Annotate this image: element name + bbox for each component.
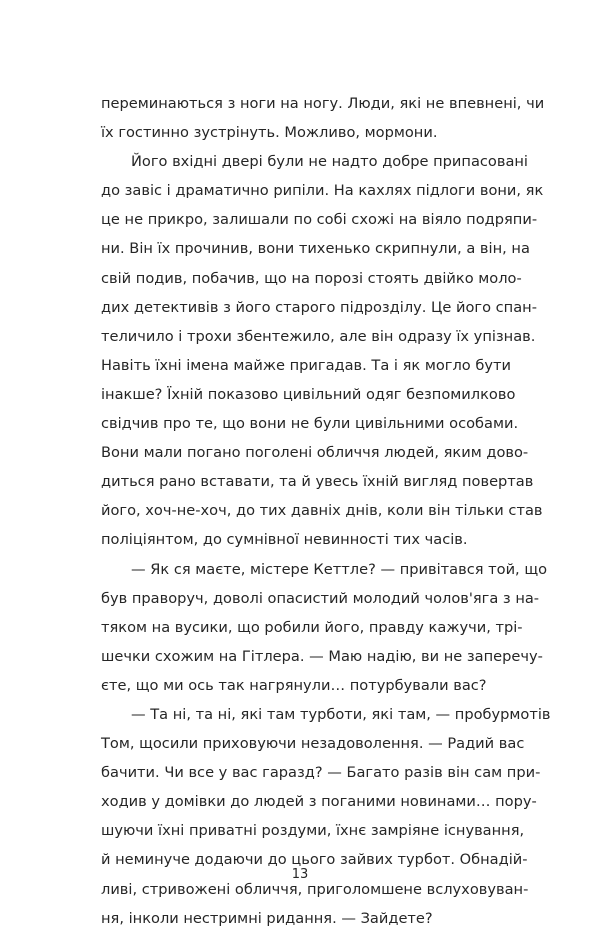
page-number: 13: [291, 867, 309, 882]
text-line: бачити. Чи все у вас гаразд? — Багато разів він сам при-: [101, 764, 541, 782]
text-line: це не прикро, залишали по собі схожі на віяло подряпи-: [101, 211, 538, 229]
text-line: інакше? Їхній показово цивільний одяг безпомилково: [101, 385, 516, 403]
text-line: їх гостинно зустрінуть. Можливо, мормони.: [101, 124, 438, 142]
text-line: Том, щосили приховуючи незадоволення. — Радий вас: [101, 735, 525, 753]
text-line: Вони мали погано поголені обличчя людей, яким дово-: [101, 444, 529, 462]
text-line: ни. Він їх прочинив, вони тихенько скрипнули, а він, на: [101, 240, 530, 258]
text-line: диться рано вставати, та й увесь їхній вигляд повертав: [101, 473, 534, 491]
text-line: переминаються з ноги на ногу. Люди, які не впевнені, чи: [101, 95, 545, 112]
text-line: Його вхідні двері були не надто добре припасовані: [131, 153, 528, 171]
text-line: ливі, стривожені обличчя, приголомшене вслуховуван-: [101, 880, 529, 898]
text-line: шуючи їхні приватні роздуми, їхнє замріяне існування,: [101, 822, 525, 840]
text-line: ня, інколи нестримні ридання. — Зайдете?: [101, 909, 433, 927]
text-line: був праворуч, доволі опасистий молодий чолов'яга з на-: [101, 589, 540, 607]
text-line: єте, що ми ось так нагрянули… потурбували вас?: [101, 676, 487, 694]
text-line: поліціянтом, до сумнівної невинності тих часів.: [101, 531, 468, 549]
text-line: — Як ся маєте, містере Кеттле? — привітався той, що: [131, 560, 548, 578]
text-line: дих детективів з його старого підрозділу. Це його спан-: [101, 298, 537, 316]
text-line: теличило і трохи збентежило, але він одразу їх упізнав.: [101, 327, 536, 345]
text-line: його, хоч-не-хоч, до тих давніх днів, коли він тільки став: [101, 502, 543, 520]
text-line: Навіть їхні імена майже пригадав. Та і як могло бути: [101, 356, 511, 374]
text-line: й неминуче додаючи до цього зайвих турбот. Обнадій-: [101, 851, 528, 869]
body-text: [101, 89, 551, 933]
text-line: свій подив, побачив, що на порозі стоять двійко моло-: [101, 269, 522, 287]
text-line: — Та ні, та ні, які там турботи, які там, — пробурмотів: [131, 705, 551, 723]
text-line: шечки схожим на Гітлера. — Маю надію, ви не заперечу-: [101, 647, 543, 665]
text-line: свідчив про те, що вони не були цивільними особами.: [101, 415, 519, 433]
text-line: тяком на вусики, що робили його, правду кажучи, трі-: [101, 618, 523, 636]
text-line: до завіс і драматично рипіли. На кахлях підлоги вони, як: [101, 182, 544, 200]
text-line: ходив у домівки до людей з поганими новинами… пору-: [101, 793, 537, 811]
